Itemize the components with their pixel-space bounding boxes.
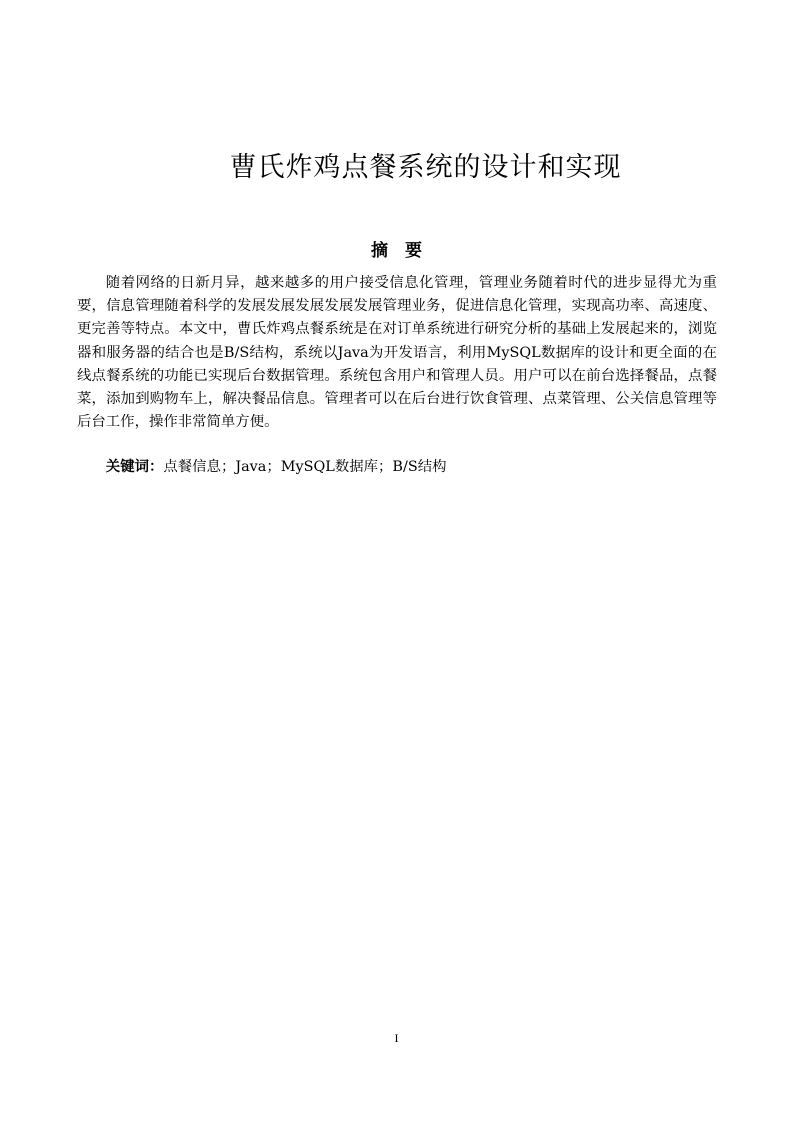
abstract-heading: 摘 要	[371, 241, 422, 261]
keywords-line	[77, 456, 717, 479]
abstract-body: 随着网络的日新月异，越来越多的用户接受信息化管理，管理业务随着时代的进步显得尤为重要，信息管理随着科学的发展发展发展发展发展管理业务，促进信息化管理，实现高功率、高速度、更完善等特点。本文中，曹氏炸鸡点餐系统是在对订单系统进行研究分析的基础上发展起来的，浏览器和服务器的结合也是B/S结构，系统以Java为开发语言，利用MySQL数据库的设计和更全面的在线点餐系统的功能已实现后台数据管理。系统包含用户和管理人员。用户可以在前台选择餐品，点餐菜，添加到购物车上，解决餐品信息。管理者可以在后台进行饮食管理、点菜管理、公关信息管理等后台工作，操作非常简单方便。	[77, 275, 717, 431]
document-title: 曹氏炸鸡点餐系统的设计和实现	[229, 152, 622, 183]
keywords-text: 点餐信息；Java；MySQL数据库；B/S结构	[163, 459, 447, 475]
keywords-label: 关键词：	[105, 459, 164, 475]
page-number: I	[394, 1031, 399, 1045]
